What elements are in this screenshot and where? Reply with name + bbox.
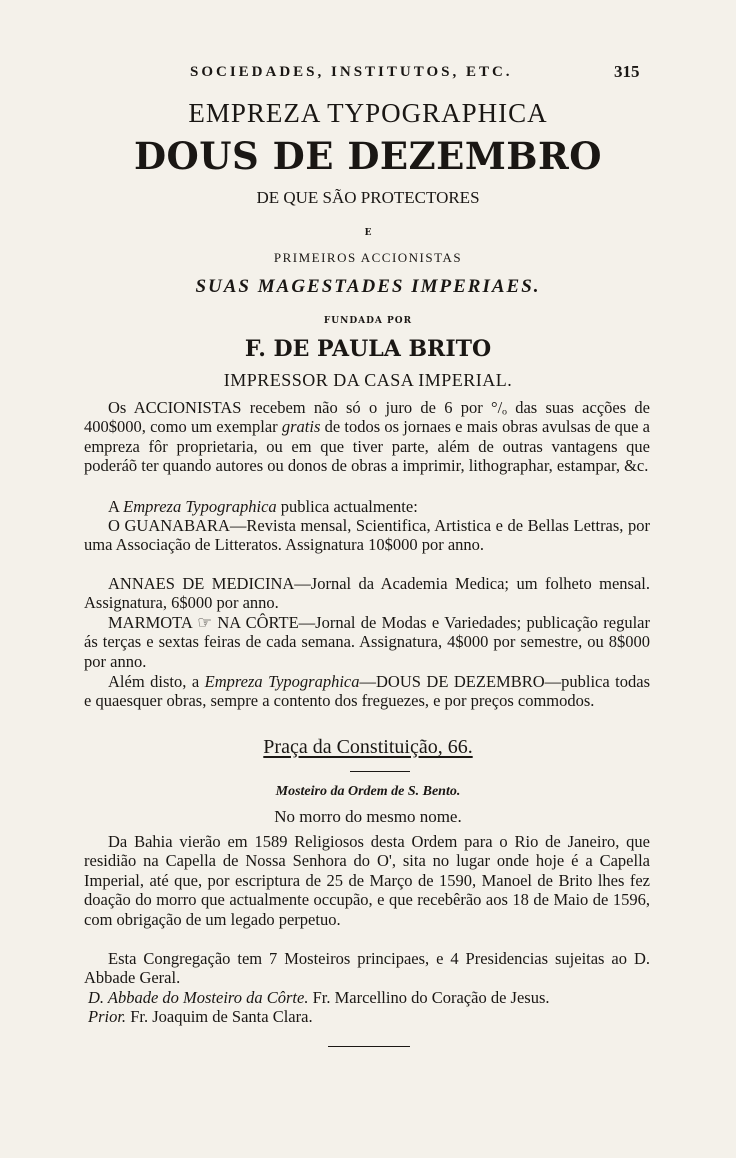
mosteiro-history-paragraph: Da Bahia vierão em 1589 Religiosos desta Ordem para o Rio de Janeiro, que residião na Capella de Nossa Senhora do O', sita no lugar onde hoje é a Capella Imperial, até que, por escriptura de 25 de Março de 1590, Manoel de Brito lhes fez doação do morro que actualmente occupão, e que recebêrão aos 18 de Maio de 1596, com obrigação de um legado perpetuo. (84, 832, 650, 929)
ad-conjunction: E (364, 228, 372, 238)
end-divider (328, 1046, 410, 1047)
section-title: Mosteiro da Ordem de S. Bento. (275, 784, 461, 799)
divider (350, 771, 410, 772)
ad-company-type: EMPREZA TYPOGRAPHICA (188, 98, 548, 128)
ad-address: Praça da Constituição, 66. (263, 736, 473, 758)
ad-paragraph-annaes: ANNAES DE MEDICINA—Jornal da Academia Medica; um folheto mensal. Assignatura, 6$000 por anno. (84, 574, 650, 613)
ad-founder-name: F. DE PAULA BRITO (244, 336, 492, 362)
abbade-line: D. Abbade do Mosteiro da Côrte. Fr. Marcellino do Coração de Jesus. (88, 988, 550, 1007)
ad-paragraph-guanabara: O GUANABARA—Revista mensal, Scientifica, Artistica e de Bellas Lettras, por uma Associação de Litteratos. Assignatura 10$000 por anno. (84, 516, 650, 555)
ad-company-name: DOUS DE DEZEMBRO (133, 134, 603, 178)
ad-paragraph-other-works: Além disto, a Empreza Typographica—DOUS DE DEZEMBRO—publica todas e quaesquer obras, sempre a contento dos freguezes, e por preços commodos. (84, 672, 650, 711)
mosteiro-officers (88, 988, 650, 1027)
ad-founded-by: FUNDADA POR (323, 316, 413, 326)
ad-paragraph-publishes: A Empreza Typographica publica actualmente: (108, 497, 418, 516)
mosteiro-congregation-paragraph: Esta Congregação tem 7 Mosteiros principaes, e 4 Presidencias sujeitas ao D. Abbade Geral. (84, 949, 650, 988)
ad-shareholders-line: PRIMEIROS ACCIONISTAS (273, 250, 463, 265)
section-subtitle: No morro do mesmo nome. (274, 807, 462, 826)
ad-protectors-line: DE QUE SÃO PROTECTORES (256, 188, 480, 207)
page-number: 315 (614, 62, 640, 81)
ad-paragraph-marmota: MARMOTA ☞ NA CÔRTE—Jornal de Modas e Variedades; publicação regular ás terças e sextas feiras de cada semana. Assignatura, 4$000 por semestre, ou 8$000 por anno. (84, 613, 650, 671)
ad-founder-title: IMPRESSOR DA CASA IMPERIAL. (223, 370, 513, 390)
prior-line: Prior. Fr. Joaquim de Santa Clara. (88, 1007, 313, 1027)
ad-majesties-line: SUAS MAGESTADES IMPERIAES. (195, 276, 541, 297)
running-title: SOCIEDADES, INSTITUTOS, ETC. (190, 64, 513, 80)
ad-paragraph-shareholders: Os ACCIONISTAS recebem não só o juro de 6 por °/ₒ das suas acções de 400$000, como um exemplar gratis de todos os jornaes e mais obras avulsas de que a empreza fôr proprietaria, ou em que tiver parte, além de outras vantagens que poderáõ ter quando autores ou donos de obras a imprimir, lithographar, estampar, &c. (84, 398, 650, 476)
